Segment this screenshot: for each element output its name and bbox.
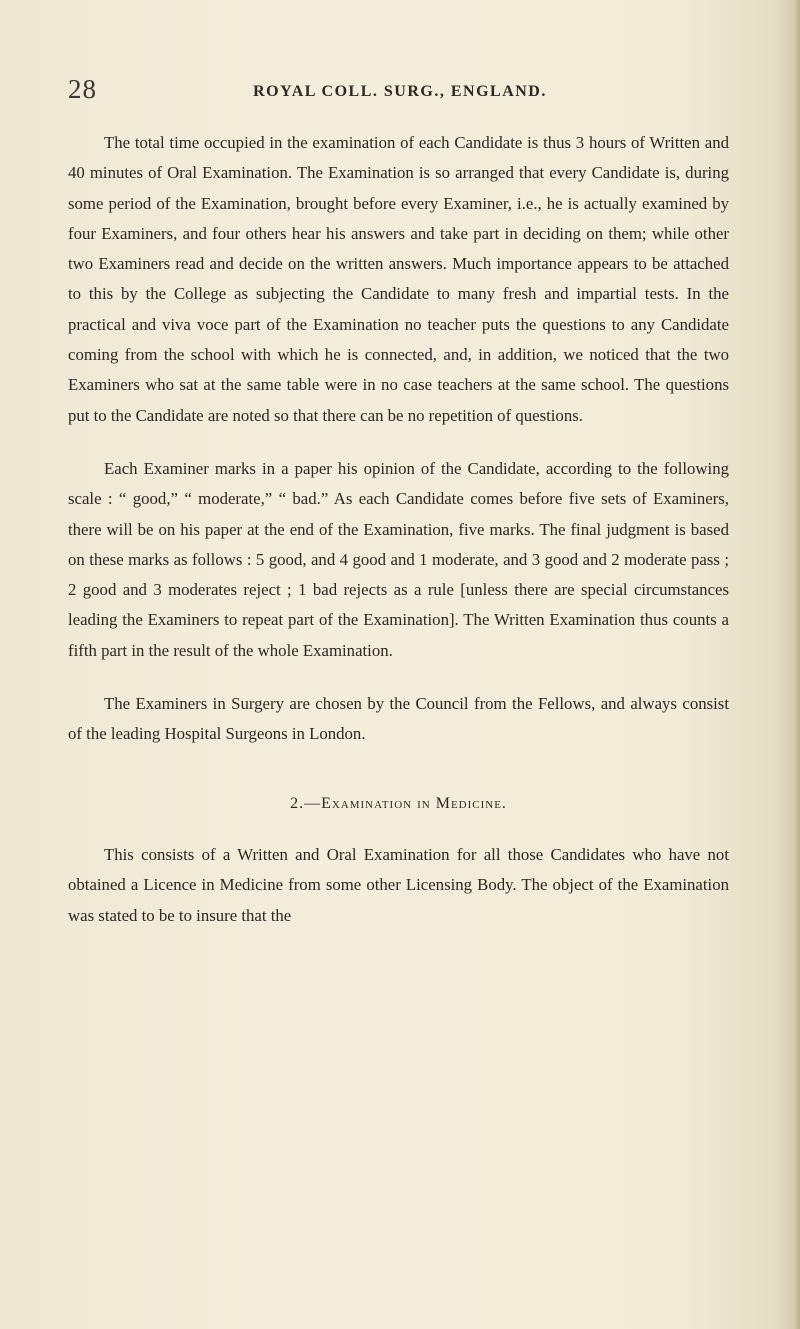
paragraph-total-time: The total time occupied in the examination of each Candidate is thus 3 hours of Written and 40 minutes of Oral Examination. The Examination is so arranged that every Candidate is, during some period of the Examination, brought before every Examiner, i.e., he is actually examined by four Examiners, and four others hear his answers and take part in deciding on them; while other two Examiners read and decide on the written answers. Much importance appears to be attached to this by the College as subjecting the Candidate to many fresh and impartial tests. In the practical and viva voce part of the Examination no teacher puts the questions to any Candidate coming from the school with which he is connected, and, in addition, we noticed that the two Examiners who sat at the same table were in no case teachers at the same school. The questions put to the Candidate are noted so that there can be no repetition of questions. — [68, 133, 729, 425]
running-head: ROYAL COLL. SURG., ENGLAND. — [253, 83, 547, 100]
body-text — [68, 128, 729, 931]
page-edge-shadow — [786, 0, 800, 1329]
paragraph-examiners-surgery: The Examiners in Surgery are chosen by the Council from the Fellows, and always consist of the leading Hospital Surgeons in London. — [68, 694, 729, 744]
paragraph-medicine-exam: This consists of a Written and Oral Examination for all those Candidates who have not obtained a Licence in Medicine from some other Licensing Body. The object of the Examination was stated to be to insure that the — [68, 844, 729, 925]
paragraph-marking-scale: Each Examiner marks in a paper his opinion of the Candidate, according to the following scale : “ good,” “ moderate,” “ bad.” As each Candidate comes before five sets of Examiners, there will be on his paper at the end of the Examination, five marks. The final judgment is based on these marks as follows : 5 good, and 4 good and 1 moderate, and 3 good and 2 moderate pass ; 2 good and 3 moderates reject ; 1 bad rejects as a rule [unless there are special circumstances leading the Examiners to repeat part of the Examination]. The Written Examination thus counts a fifth part in the result of the whole Examination. — [68, 458, 729, 660]
section-heading-medicine: 2.—Examination in Medicine. — [290, 794, 507, 812]
page-number: 28 — [68, 74, 97, 104]
